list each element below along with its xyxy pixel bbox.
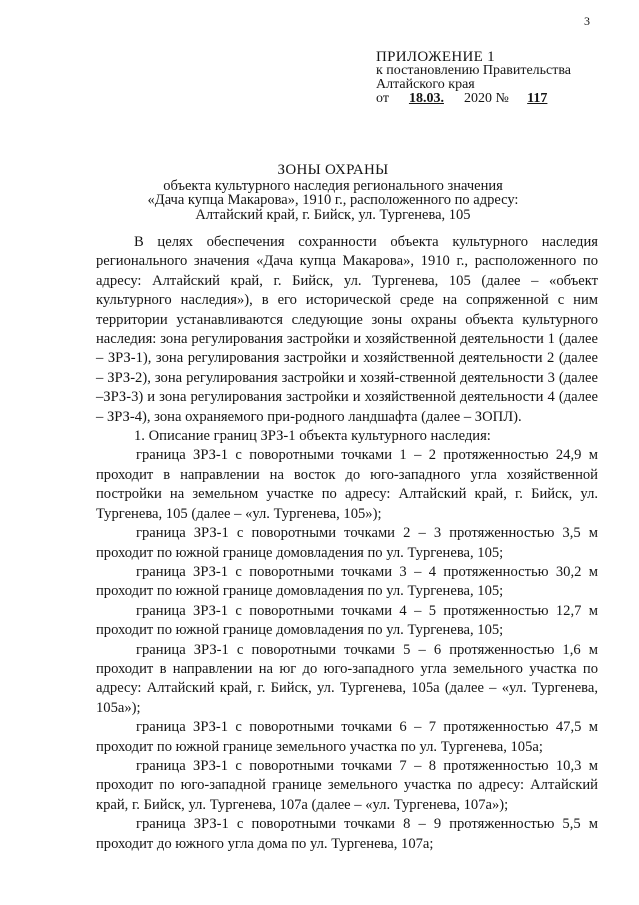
document-body: [96, 233, 598, 854]
paragraph-boundary-4-5: граница ЗРЗ-1 с поворотными точками 4 – 5 протяженностью 12,7 м проходит по южной границе домовладения по ул. Тургенева, 105;: [96, 602, 598, 639]
appendix-title: ПРИЛОЖЕНИЕ 1: [376, 49, 495, 65]
paragraph-boundary-8-9: граница ЗРЗ-1 с поворотными точками 8 – 9 протяженностью 5,5 м проходит до южного угла дома по ул. Тургенева, 107а;: [96, 816, 598, 852]
paragraph-boundary-2-3: граница ЗРЗ-1 с поворотными точками 2 – 3 протяженностью 3,5 м проходит по южной границе домовладения по ул. Тургенева, 105;: [96, 525, 598, 561]
paragraph-boundary-5-6: граница ЗРЗ-1 с поворотными точками 5 – 6 протяженностью 1,6 м проходит в направлении на юг до юго-западного угла земельного участка по адресу: Алтайский край, г. Бийск, ул. Тургенева, 105а (далее – «ул. Тургенева, 105а»);: [96, 641, 598, 716]
appendix-date-row: [376, 92, 616, 106]
heading-line-2: «Дача купца Макарова», 1910 г., расположенного по адресу:: [147, 192, 519, 208]
paragraph-boundary-1-2: граница ЗРЗ-1 с поворотными точками 1 – 2 протяженностью 24,9 м проходит в направлении на восток до юго-западного угла хозяйственной постройки на земельном участке по адресу: Алтайский край, г. Бийск, ул. Тургенева, 105 (далее – «ул. Тургенева, 105»);: [96, 447, 598, 522]
heading-line-3: Алтайский край, г. Бийск, ул. Тургенева, 105: [195, 206, 471, 223]
appendix-number: 117: [527, 91, 548, 106]
paragraph-boundary-3-4: граница ЗРЗ-1 с поворотными точками 3 – 4 протяженностью 30,2 м проходит по южной границе домовладения по ул. Тургенева, 105;: [96, 563, 598, 600]
appendix-block: [376, 50, 616, 106]
document-heading: [100, 163, 566, 222]
appendix-line-1: к постановлению Правительства: [376, 63, 572, 78]
paragraph-section-1: 1. Описание границ ЗРЗ-1 объекта культурного наследия:: [134, 428, 491, 445]
page-number: 3: [584, 14, 590, 28]
appendix-prefix: от: [376, 91, 389, 106]
heading-line-1: объекта культурного наследия регионального значения: [163, 177, 503, 194]
paragraph-intro: В целях обеспечения сохранности объекта культурного наследия регионального значения «Дача купца Макарова», 1910 г., расположенного по адресу: Алтайский край, г. Бийск, ул. Тургенева, 105 (далее – «объект культурного наследия»), в его исторической среде на сопряженной с ним территории устанавливаются следующие зоны охраны объекта культурного наследия: зона регулирования застройки и хозяйственной деятельности 1 (далее – ЗРЗ-1), зона регулирования застройки и хозяйственной деятельности 2 (далее – ЗРЗ-2), зона регулирования застройки и хозяй-ственной деятельности 3 (далее –ЗРЗ-3) и зона регулирования застройки и хозяйственной деятельности 4 (далее – ЗРЗ-4), зона охраняемого при-родного ландшафта (далее – ЗОПЛ).: [96, 234, 598, 425]
appendix-date: 18.03.: [408, 91, 444, 106]
paragraph-boundary-7-8: граница ЗРЗ-1 с поворотными точками 7 – 8 протяженностью 10,3 м проходит по юго-западной границе земельного участка по адресу: Алтайский край, г. Бийск, ул. Тургенева, 107а (далее – «ул. Тургенева, 107а»);: [96, 757, 598, 813]
appendix-year: 2020 №: [463, 91, 509, 106]
appendix-line-2: Алтайского края: [376, 77, 475, 92]
heading-title: ЗОНЫ ОХРАНЫ: [277, 162, 389, 178]
paragraph-boundary-6-7: граница ЗРЗ-1 с поворотными точками 6 – 7 протяженностью 47,5 м проходит по южной границе земельного участка по ул. Тургенева, 105а;: [96, 719, 598, 755]
